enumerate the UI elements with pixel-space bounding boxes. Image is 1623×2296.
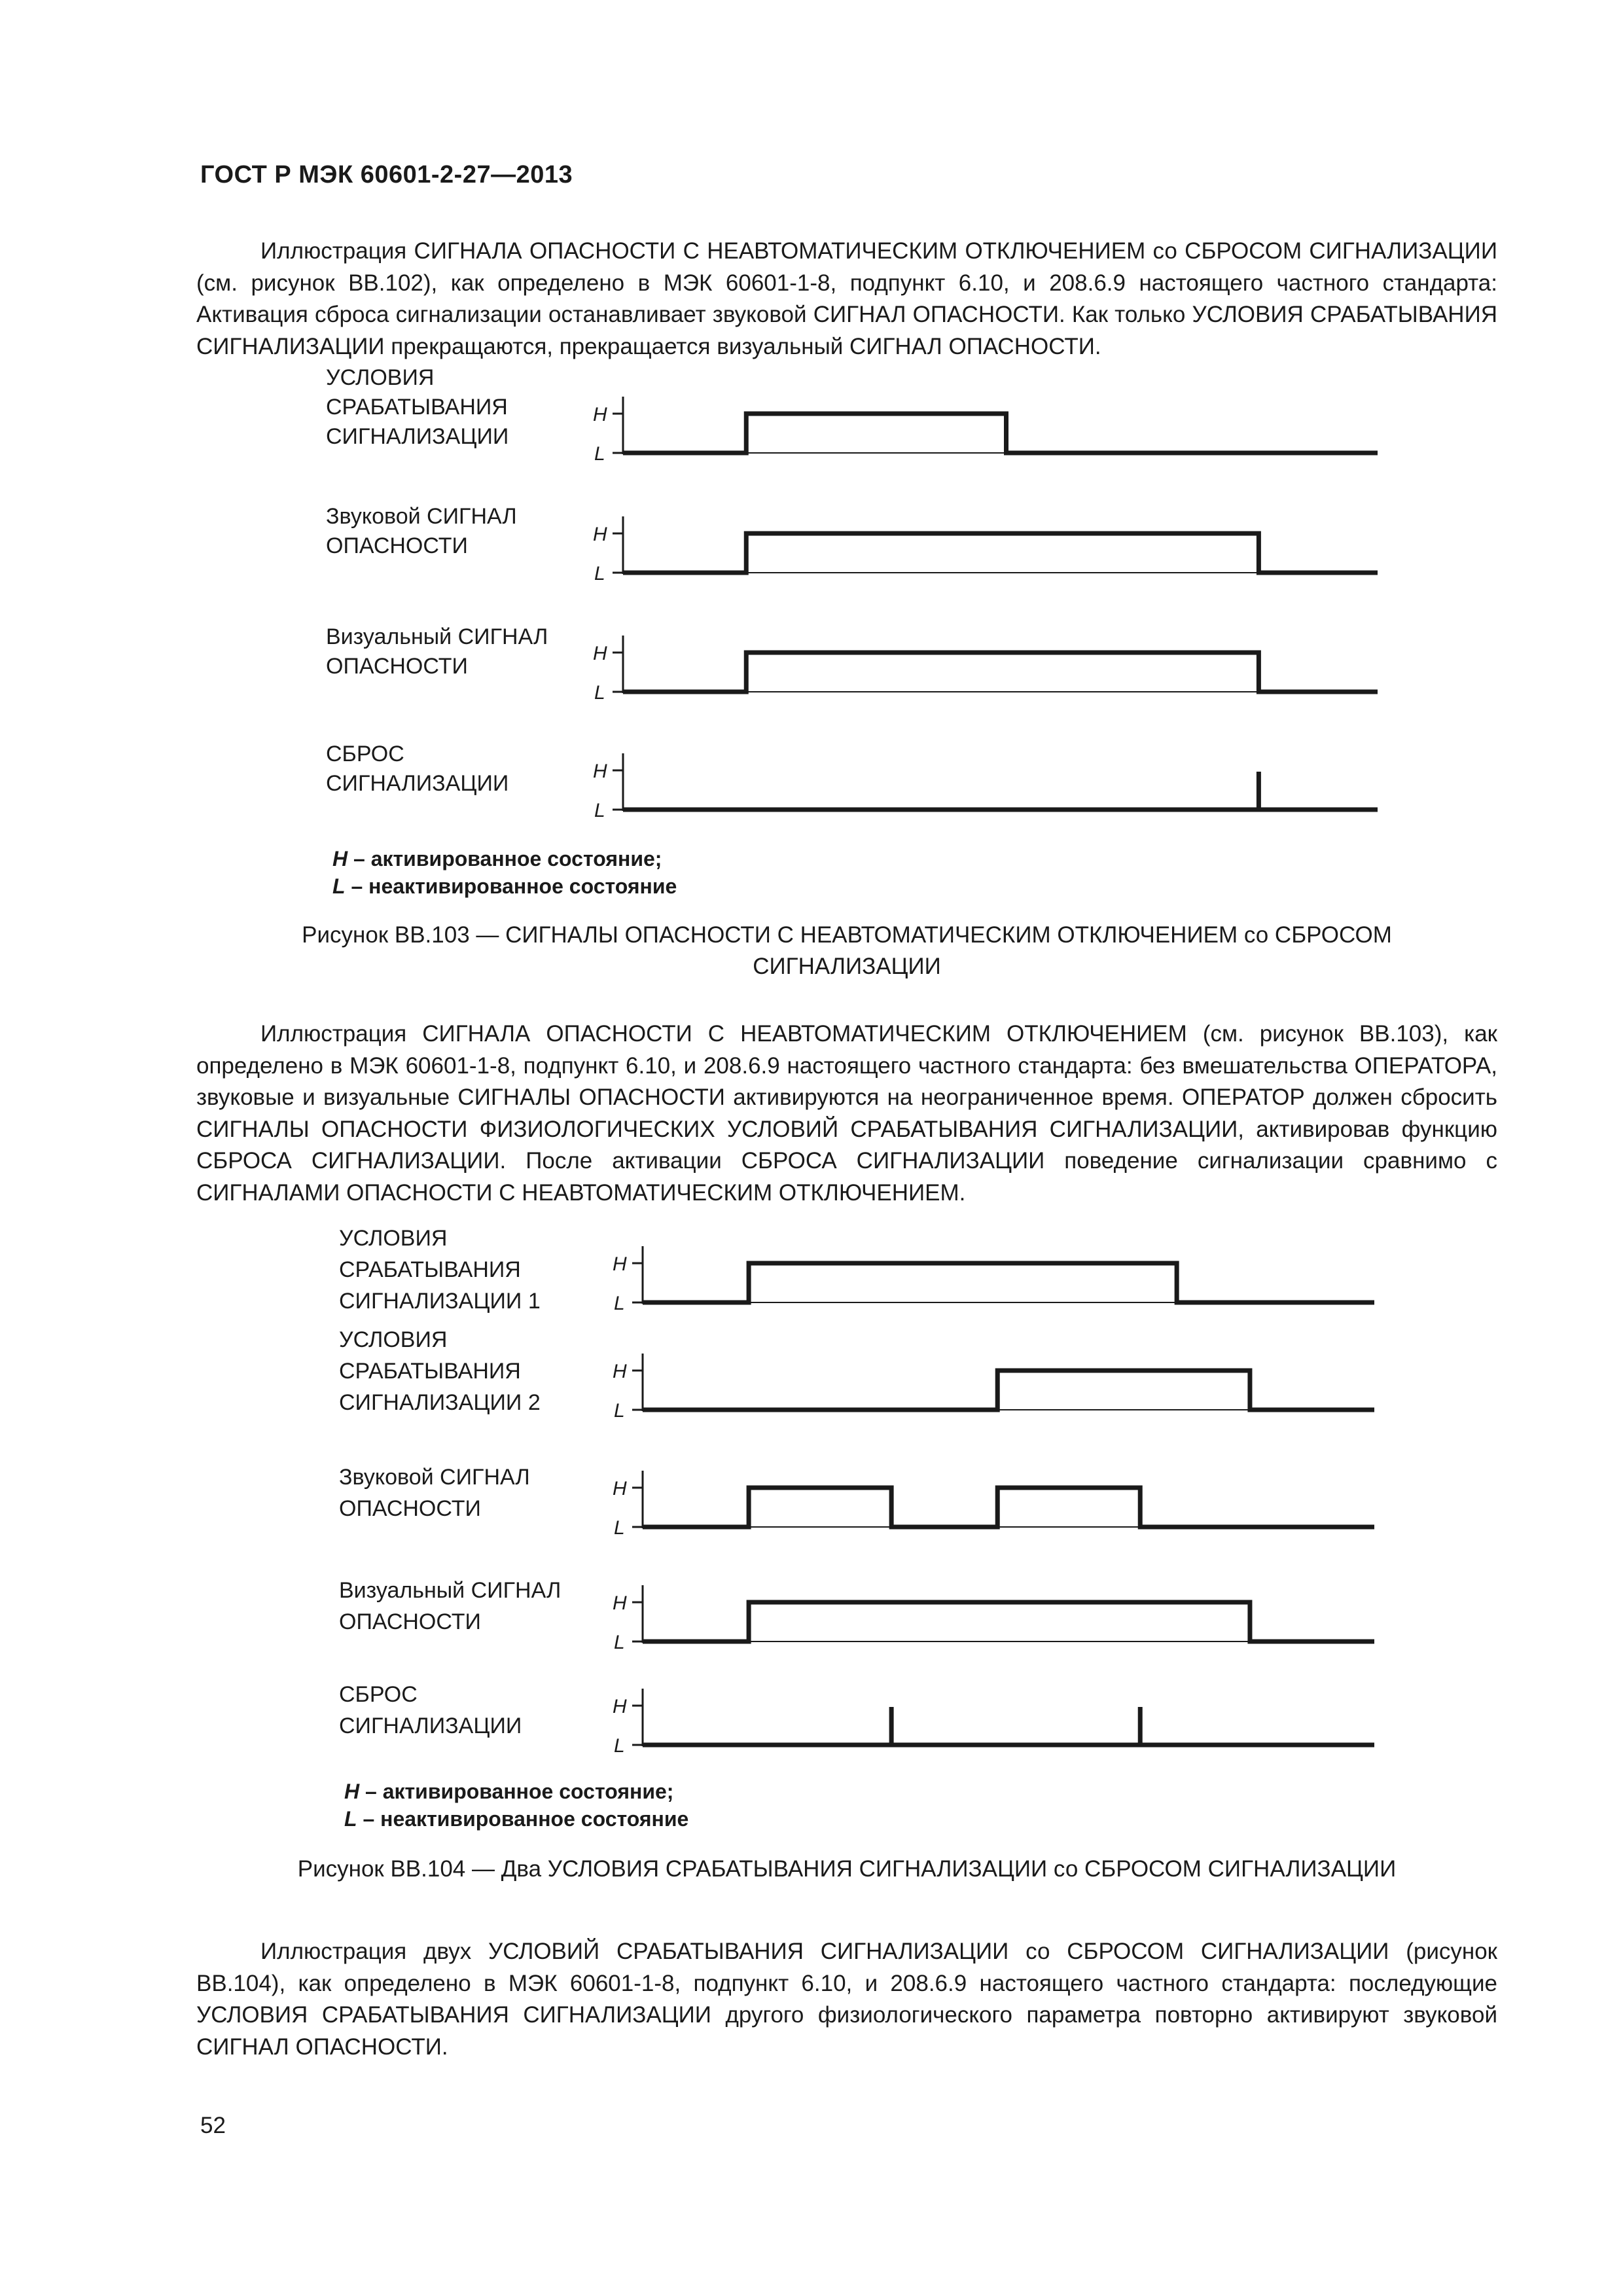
signal-waveform-2 [643, 1371, 1374, 1410]
paragraph-illustration-reset: Иллюстрация СИГНАЛА ОПАСНОСТИ С НЕАВТОМАТИЧЕСКИМ ОТКЛЮЧЕНИЕМ со СБРОСОМ СИГНАЛИЗАЦИИ (см. рисунок ВВ.102), как определено в МЭК 60601-1-8, подпункт 6.10, и 208.6.9 настоящего частного стандарта: Активация сброса сигнализации останавливает звуковой СИГНАЛ ОПАСНОСТИ. Как только УСЛОВИЯ СРАБАТЫВАНИЯ СИГНАЛИЗАЦИИ прекращаются, прекращается визуальный СИГНАЛ ОПАСНОСТИ. [196, 238, 1497, 359]
signal-row-1 [339, 1226, 1374, 1314]
signal-label-5: СБРОС СИГНАЛИЗАЦИИ [339, 1682, 522, 1738]
paragraph-illustration-two-conditions: Иллюстрация двух УСЛОВИЙ СРАБАТЫВАНИЯ СИГНАЛИЗАЦИИ со СБРОСОМ СИГНАЛИЗАЦИИ (рисунок ВВ.104), как определено в МЭК 60601-1-8, подпункт 6.10, и 208.6.9 настоящего частного стандарта: последующие УСЛОВИЯ СРАБАТЫВАНИЯ СИГНАЛИЗАЦИИ другого физиологического параметра повторно активируют звуковой СИГНАЛ ОПАСНОСТИ. [196, 1939, 1497, 2060]
l-level-label: L [614, 1400, 625, 1422]
h-level-label: H [613, 1361, 627, 1382]
h-level-label: H [613, 1253, 627, 1275]
figure-bb104-timing-diagram [0, 1217, 1623, 1846]
signal-label-4: Визуальный СИГНАЛ ОПАСНОСТИ [339, 1578, 562, 1634]
signal-waveform-1 [643, 1263, 1374, 1302]
signal-row-1 [326, 365, 1378, 465]
signal-label-3: Звуковой СИГНАЛ ОПАСНОСТИ [339, 1465, 530, 1521]
signal-row-4 [326, 742, 1378, 821]
l-level-label: L [594, 563, 605, 584]
l-level-label: L [614, 1735, 625, 1757]
signal-row-3 [339, 1465, 1374, 1539]
figure-bb104-caption: Рисунок ВВ.104 — Два УСЛОВИЯ СРАБАТЫВАНИЯ СИГНАЛИЗАЦИИ со СБРОСОМ СИГНАЛИЗАЦИИ [297, 1856, 1397, 1882]
document-header: ГОСТ Р МЭК 60601-2-27—2013 [200, 161, 573, 188]
l-level-label: L [594, 682, 605, 704]
signal-label-1: УСЛОВИЯ СРАБАТЫВАНИЯ СИГНАЛИЗАЦИИ 1 [339, 1226, 541, 1314]
h-level-label: H [613, 1478, 627, 1499]
signal-label-2: Звуковой СИГНАЛ ОПАСНОСТИ [326, 504, 517, 558]
legend-h: H – активированное состояние; [332, 847, 662, 870]
l-level-label: L [614, 1517, 625, 1539]
signal-row-2 [326, 504, 1378, 584]
signal-waveform-2 [623, 533, 1378, 573]
h-level-label: H [593, 524, 607, 545]
signal-label-1: УСЛОВИЯ СРАБАТЫВАНИЯ СИГНАЛИЗАЦИИ [326, 365, 509, 449]
legend-h: H – активированное состояние; [344, 1780, 674, 1803]
signal-row-3 [326, 624, 1378, 704]
paragraph-illustration-no-auto-off: Иллюстрация СИГНАЛА ОПАСНОСТИ С НЕАВТОМАТИЧЕСКИМ ОТКЛЮЧЕНИЕМ (см. рисунок ВВ.103), как определено в МЭК 60601-1-8, подпункт 6.10, и 208.6.9 настоящего частного стандарта: без вмешательства ОПЕРАТОРА, звуковые и визуальные СИГНАЛЫ ОПАСНОСТИ активируются на неограниченное время. ОПЕРАТОР должен сбросить СИГНАЛЫ ОПАСНОСТИ ФИЗИОЛОГИЧЕСКИХ УСЛОВИЙ СРАБАТЫВАНИЯ СИГНАЛИЗАЦИИ, активировав функцию СБРОСА СИГНАЛИЗАЦИИ. После активации СБРОСА СИГНАЛИЗАЦИИ поведение сигнализации сравнимо с СИГНАЛАМИ ОПАСНОСТИ С НЕАВТОМАТИЧЕСКИМ ОТКЛЮЧЕНИЕМ. [196, 1021, 1497, 1206]
h-level-label: H [613, 1696, 627, 1717]
page-number: 52 [200, 2113, 226, 2138]
legend-l: L – неактивированное состояние [344, 1807, 689, 1831]
signal-waveform-3 [643, 1488, 1374, 1527]
l-level-label: L [614, 1293, 625, 1314]
l-level-label: L [594, 800, 605, 821]
h-level-label: H [593, 404, 607, 425]
signal-row-5 [339, 1682, 1374, 1757]
signal-waveform-1 [623, 414, 1378, 453]
h-level-label: H [613, 1592, 627, 1614]
signal-label-2: УСЛОВИЯ СРАБАТЫВАНИЯ СИГНАЛИЗАЦИИ 2 [339, 1327, 541, 1415]
signal-waveform-3 [623, 653, 1378, 692]
signal-row-2 [339, 1327, 1374, 1422]
signal-label-3: Визуальный СИГНАЛ ОПАСНОСТИ [326, 624, 548, 679]
figure-bb103-timing-diagram [0, 367, 1623, 923]
figure-bb103-caption-line1: Рисунок ВВ.103 — СИГНАЛЫ ОПАСНОСТИ С НЕАВТОМАТИЧЕСКИМ ОТКЛЮЧЕНИЕМ со СБРОСОМ [302, 922, 1392, 948]
l-level-label: L [614, 1632, 625, 1653]
figure-bb103-caption [196, 920, 1497, 982]
figure-bb103-caption-line2: СИГНАЛИЗАЦИИ [753, 954, 941, 979]
legend-l: L – неактивированное состояние [332, 874, 677, 898]
l-level-label: L [594, 443, 605, 465]
h-level-label: H [593, 643, 607, 664]
signal-waveform-4 [643, 1602, 1374, 1641]
h-level-label: H [593, 761, 607, 782]
signal-row-4 [339, 1578, 1374, 1653]
signal-label-4: СБРОС СИГНАЛИЗАЦИИ [326, 742, 509, 796]
